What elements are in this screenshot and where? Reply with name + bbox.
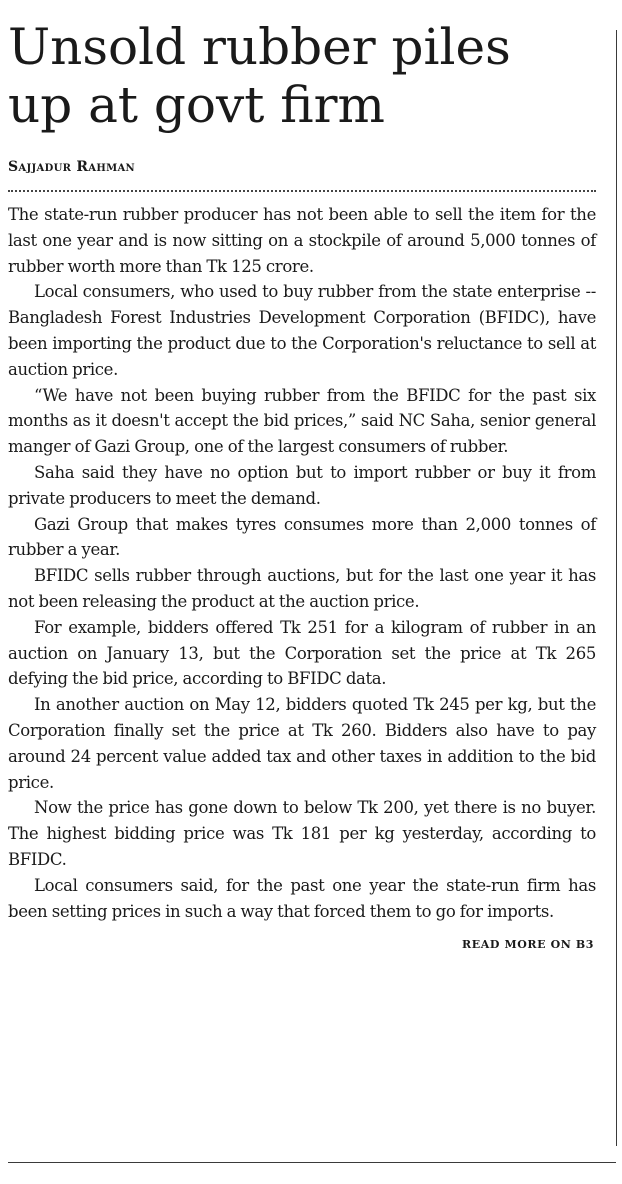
paragraph: Saha said they have no option but to import rubber or buy it from private producers to meet the demand. (8, 462, 596, 508)
read-more-jump: READ MORE ON B3 (462, 938, 594, 952)
paragraph: In another auction on May 12, bidders quoted Tk 245 per kg, but the Corporation finally set the price at Tk 260. Bidders also have to pay around 24 percent value added tax and other taxes in addition to the bid price. (8, 695, 596, 792)
byline: Sajjadur Rahman (8, 159, 135, 175)
article-body (8, 202, 596, 924)
paragraph: Gazi Group that makes tyres consumes more than 2,000 tonnes of rubber a year. (8, 514, 596, 560)
paragraph: “We have not been buying rubber from the BFIDC for the past six months as it doesn't accept the bid prices,” said NC Saha, senior general manger of Gazi Group, one of the largest consumers of rubber. (8, 385, 596, 457)
paragraph: BFIDC sells rubber through auctions, but for the last one year it has not been releasing the product at the auction price. (8, 566, 596, 611)
headline (8, 18, 596, 134)
headline-line-2: up at govt firm (8, 76, 385, 134)
paragraph: For example, bidders offered Tk 251 for a kilogram of rubber in an auction on January 13, but the Corporation set the price at Tk 265 defying the bid price, according to BFIDC data. (8, 617, 596, 689)
column-rule-right (616, 30, 617, 1146)
dotted-divider (8, 190, 596, 192)
bottom-rule (8, 1162, 616, 1163)
article (8, 18, 596, 951)
paragraph: The state-run rubber producer has not been able to sell the item for the last one year and is now sitting on a stockpile of around 5,000 tonnes of rubber worth more than Tk 125 crore. (8, 205, 596, 276)
headline-line-1: Unsold rubber piles (8, 18, 511, 76)
paragraph: Local consumers said, for the past one year the state-run firm has been setting prices in such a way that forced them to go for imports. (8, 875, 596, 921)
paragraph: Local consumers, who used to buy rubber from the state enterprise -- Bangladesh Forest Industries Development Corporation (BFIDC), have been importing the product due to the Corporation's reluctance to sell at auction price. (8, 282, 596, 379)
paragraph: Now the price has gone down to below Tk 200, yet there is no buyer. The highest bidding price was Tk 181 per kg yesterday, according to BFIDC. (8, 798, 596, 869)
